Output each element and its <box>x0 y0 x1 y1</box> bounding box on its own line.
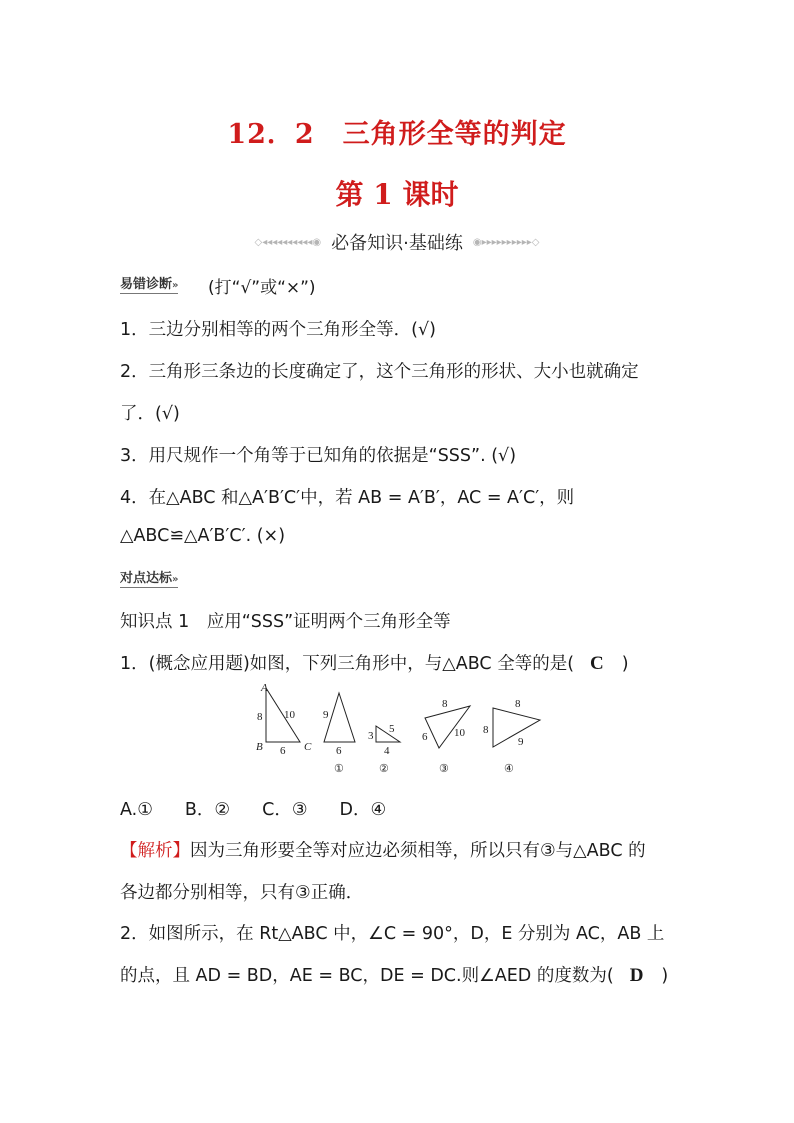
t2-bottom-label: 4 <box>384 745 390 757</box>
question-1-analysis <box>120 837 646 862</box>
analysis-text-1: 因为三角形要全等对应边必须相等，所以只有③与△ABC 的 <box>190 841 646 861</box>
page-subtitle: 第 1 课时 <box>335 178 459 211</box>
question-2-close: ) <box>661 966 669 986</box>
double-arrow-icon: » <box>172 280 179 291</box>
diagnosis-item-2-cont: 了．(√) <box>120 404 180 424</box>
side-ac-label: 10 <box>284 709 295 721</box>
question-1-close: ) <box>621 654 629 674</box>
t1-bottom-label: 6 <box>336 745 342 757</box>
question-2-line-1: 2．如图所示，在 Rt△ABC 中，∠C = 90°，D，E 分别为 AC，AB 上 <box>120 924 665 944</box>
banner-decoration-left: ◇◂◂◂◂◂◂◂◂◂◂◉ <box>254 236 322 248</box>
side-ab-label: 8 <box>257 711 263 723</box>
banner-title: 必备知识·基础练 <box>331 233 463 254</box>
diagnosis-item-2: 2．三角形三条边的长度确定了，这个三角形的形状、大小也就确定 <box>120 362 639 382</box>
vertex-b: B <box>256 741 263 753</box>
t3-right-label: 10 <box>454 727 465 739</box>
t3-left-label: 6 <box>422 731 428 743</box>
t4-left-label: 8 <box>483 724 489 736</box>
question-1-answer: C <box>590 653 604 674</box>
diagnosis-item-1: 1．三边分别相等的两个三角形全等．(√) <box>120 320 436 340</box>
t4-top-label: 8 <box>515 698 521 710</box>
t3-number: ③ <box>439 763 449 775</box>
t4-bottom-label: 9 <box>518 736 524 748</box>
t1-number: ① <box>334 763 344 775</box>
practice-tag-label: 对点达标 <box>120 571 173 586</box>
option-a: A.① <box>120 800 153 820</box>
question-1-options <box>120 796 418 821</box>
question-2-answer: D <box>629 965 644 986</box>
question-1-stem <box>120 650 629 675</box>
diagnosis-tag-label: 易错诊断 <box>120 277 173 292</box>
t1-left-label: 9 <box>323 709 329 721</box>
option-c: C．③ <box>262 800 308 820</box>
diagnosis-note: (打“√”或“×”) <box>208 278 316 298</box>
question-1-text: 1．(概念应用题)如图，下列三角形中，与△ABC 全等的是( <box>120 654 575 674</box>
t2-number: ② <box>379 763 389 775</box>
vertex-a: A <box>261 682 268 694</box>
diagnosis-tag <box>120 273 178 294</box>
knowledge-point: 知识点 1 应用“SSS”证明两个三角形全等 <box>120 612 451 632</box>
banner-decoration-right: ◉▸▸▸▸▸▸▸▸▸▸◇ <box>472 236 540 248</box>
diagnosis-item-3: 3．用尺规作一个角等于已知角的依据是“SSS”. (√) <box>120 446 517 466</box>
question-2-text: 的点，且 AD = BD，AE = BC，DE = DC.则∠AED 的度数为( <box>120 966 614 986</box>
option-d: D．④ <box>339 800 387 820</box>
triangles-figure <box>248 680 558 780</box>
practice-tag <box>120 567 178 588</box>
question-2-line-2 <box>120 962 668 987</box>
t4-number: ④ <box>504 763 514 775</box>
side-bc-label: 6 <box>280 745 286 757</box>
t2-top-label: 5 <box>389 723 395 735</box>
page-title: 12．2 三角形全等的判定 <box>227 119 567 150</box>
triangle-2 <box>376 726 400 742</box>
triangle-1 <box>324 693 355 742</box>
option-b: B．② <box>184 800 231 820</box>
diagnosis-item-4-cont: △ABC≌△A′B′C′. (×) <box>120 526 286 546</box>
vertex-c: C <box>304 741 312 753</box>
section-banner <box>0 231 794 253</box>
t3-top-label: 8 <box>442 698 448 710</box>
analysis-tag: 【解析】 <box>120 841 190 861</box>
triangle-4 <box>493 708 540 747</box>
question-1-analysis-cont: 各边都分别相等，只有③正确． <box>120 883 364 903</box>
t2-left-label: 3 <box>368 730 374 742</box>
diagnosis-item-4: 4．在△ABC 和△A′B′C′中，若 AB = A′B′，AC = A′C′，则 <box>120 488 575 508</box>
double-arrow-icon: » <box>172 574 179 585</box>
